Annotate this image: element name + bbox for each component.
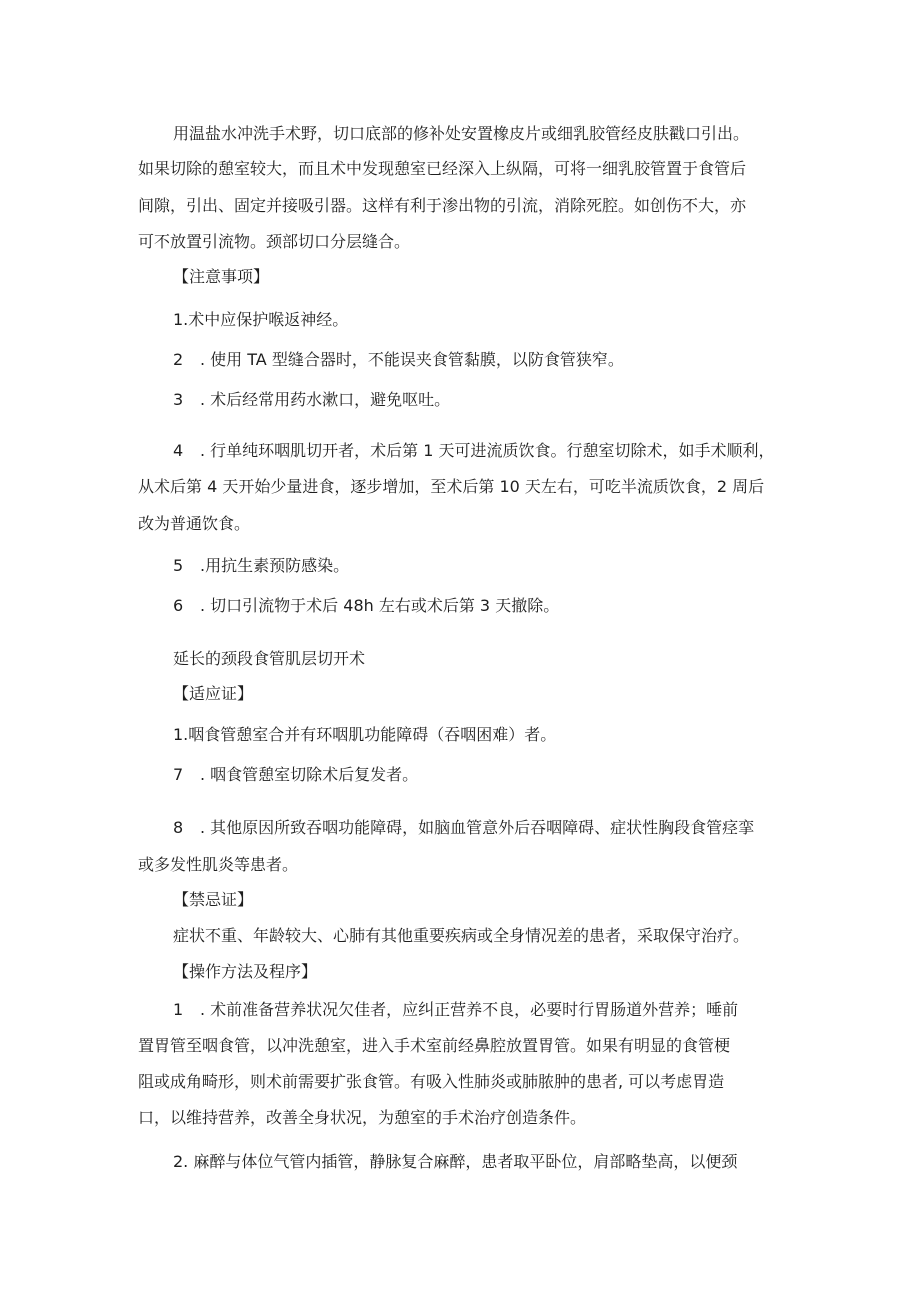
paragraph-line: 置胃管至咽食管，以冲洗憩室，进入手术室前经鼻腔放置胃管。如果有明显的食管梗	[138, 1036, 731, 1055]
item-text: . 行单纯环咽肌切开者，术后第 1 天可进流质饮食。行憩室切除术，如手术顺利，	[200, 441, 775, 460]
note-item: 1.术中应保护喉返神经。	[173, 310, 349, 329]
item-number: 4	[173, 441, 184, 460]
paragraph-line: 如果切除的憩室较大，而且术中发现憩室已经深入上纵隔，可将一细乳胶管置于食管后	[138, 159, 747, 178]
section-heading-indications: 【适应证】	[173, 684, 254, 703]
contraindication-text: 症状不重、年龄较大、心肺有其他重要疾病或全身情况差的患者，采取保守治疗。	[173, 926, 750, 945]
item-text: . 切口引流物于术后 48h 左右或术后第 3 天撤除。	[200, 596, 560, 615]
paragraph-line: 或多发性肌炎等患者。	[138, 855, 299, 874]
item-text: . 其他原因所致吞咽功能障碍，如脑血管意外后吞咽障碍、症状性胸段食管痉挛	[200, 818, 755, 837]
paragraph-line: 改为普通饮食。	[138, 514, 251, 533]
method-item	[173, 1000, 738, 1020]
indication-item	[173, 818, 754, 838]
item-number: 8	[173, 818, 184, 837]
note-item	[173, 596, 559, 616]
note-item	[173, 390, 450, 410]
item-number: 3	[173, 390, 184, 409]
paragraph-line: 可不放置引流物。颈部切口分层缝合。	[138, 232, 411, 251]
item-text: . 使用 TA 型缝合器时，不能误夹食管黏膜，以防食管狭窄。	[200, 350, 624, 369]
paragraph-line: 口，以维持营养，改善全身状况，为憩室的手术治疗创造条件。	[138, 1108, 587, 1127]
note-item	[173, 441, 775, 461]
paragraph-line: 从术后第 4 天开始少量进食，逐步增加，至术后第 10 天左右，可吃半流质饮食，2 周后	[138, 477, 765, 496]
indication-item	[173, 765, 418, 785]
item-number: 5	[173, 556, 184, 575]
item-text: .用抗生素预防感染。	[200, 556, 350, 575]
item-text: . 术后经常用药水漱口，避免呕吐。	[200, 390, 451, 409]
section-title: 延长的颈段食管肌层切开术	[173, 649, 366, 668]
paragraph-line: 间隙，引出、固定并接吸引器。这样有利于渗出物的引流，消除死腔。如创伤不大，亦	[138, 196, 747, 215]
item-number: 1	[173, 1000, 184, 1019]
item-number: 6	[173, 596, 184, 615]
note-item	[173, 556, 349, 576]
indication-item: 1.咽食管憩室合并有环咽肌功能障碍（吞咽困难）者。	[173, 725, 557, 744]
section-heading-method: 【操作方法及程序】	[173, 962, 318, 981]
note-item	[173, 350, 624, 370]
item-number: 2	[173, 350, 184, 369]
paragraph-line: 阻或成角畸形，则术前需要扩张食管。有吸入性肺炎或肺脓肿的患者, 可以考虑胃造	[138, 1072, 725, 1091]
item-text: . 术前准备营养状况欠佳者，应纠正营养不良，必要时行胃肠道外营养；唾前	[200, 1000, 739, 1019]
method-item: 2. 麻醉与体位气管内插管，静脉复合麻醉，患者取平卧位，肩部略垫高，以便颈	[173, 1152, 738, 1171]
section-heading-contraindications: 【禁忌证】	[173, 890, 254, 909]
paragraph-line: 用温盐水冲洗手术野，切口底部的修补处安置橡皮片或细乳胶管经皮肤戳口引出。	[173, 124, 750, 143]
section-heading-notes: 【注意事项】	[173, 267, 270, 286]
item-number: 7	[173, 765, 184, 784]
item-text: . 咽食管憩室切除术后复发者。	[200, 765, 419, 784]
